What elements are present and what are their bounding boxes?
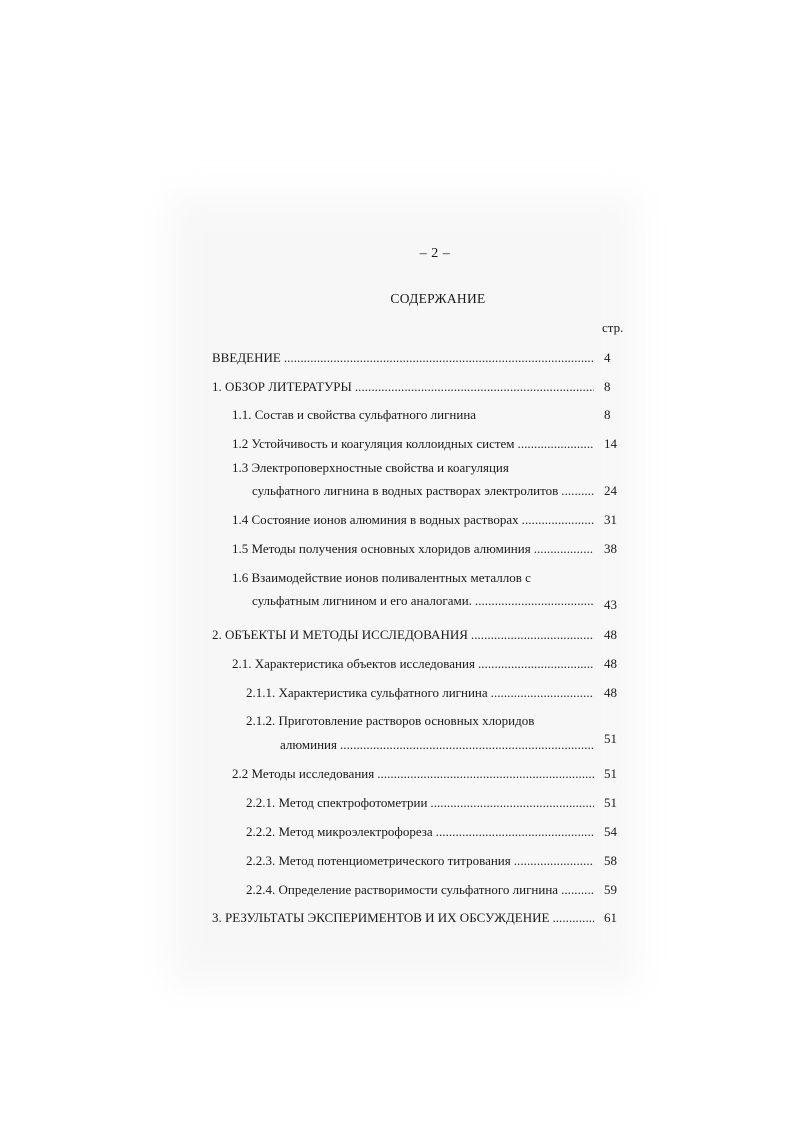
toc-page-number: 14 bbox=[604, 436, 617, 451]
toc-entry-text: сульфатного лигнина в водных растворах электролитов bbox=[252, 483, 559, 498]
toc-page-number: 4 bbox=[604, 350, 611, 365]
toc-leader bbox=[561, 483, 594, 499]
toc-leader bbox=[430, 795, 594, 811]
toc-page-number: 8 bbox=[604, 379, 611, 394]
toc-leader bbox=[475, 593, 594, 609]
toc-entry-text: 1.2 Устойчивость и коагуляция коллоидных систем bbox=[232, 436, 515, 451]
toc-entry-text: ВВЕДЕНИЕ bbox=[212, 350, 281, 365]
toc-entry-text: 1.1. Состав и свойства сульфатного лигнина bbox=[232, 407, 477, 422]
toc-entry bbox=[212, 627, 594, 643]
toc-page-number: 8 bbox=[604, 407, 611, 422]
toc-entry bbox=[232, 766, 594, 782]
toc-entry bbox=[246, 882, 594, 898]
toc-entry-text: 2.2.1. Метод спектрофотометрии bbox=[246, 795, 428, 810]
toc-entry bbox=[232, 512, 594, 528]
toc-page-number: 58 bbox=[604, 853, 617, 868]
toc-entry-text: 1. ОБЗОР ЛИТЕРАТУРЫ bbox=[212, 379, 352, 394]
toc-leader bbox=[478, 656, 594, 672]
toc-entry-first-line: 1.6 Взаимодействие ионов поливалентных металлов с bbox=[232, 570, 531, 585]
toc-leader bbox=[518, 436, 594, 452]
toc-entry-text: 2.1. Характеристика объектов исследования bbox=[232, 656, 475, 671]
toc-entry bbox=[232, 407, 594, 423]
toc-leader bbox=[471, 627, 594, 643]
toc-leader bbox=[552, 910, 594, 926]
toc-page-number: 59 bbox=[604, 882, 617, 897]
toc-entry bbox=[246, 853, 594, 869]
toc-leader bbox=[377, 766, 594, 782]
page-number: – 2 – bbox=[419, 246, 451, 261]
page-column-label: стр. bbox=[602, 320, 624, 335]
toc-leader bbox=[340, 737, 594, 753]
toc-entry bbox=[212, 910, 594, 926]
toc-entry bbox=[252, 593, 594, 609]
toc-entry bbox=[232, 541, 594, 557]
toc-entry bbox=[246, 685, 594, 701]
toc-entry-text: 2. ОБЪЕКТЫ И МЕТОДЫ ИССЛЕДОВАНИЯ bbox=[212, 627, 468, 642]
toc-title: СОДЕРЖАНИЕ bbox=[390, 291, 486, 306]
toc-page-number: 38 bbox=[604, 541, 617, 556]
toc-entry bbox=[252, 483, 594, 499]
toc-entry-text: алюминия bbox=[280, 737, 337, 752]
toc-page-number: 48 bbox=[604, 627, 617, 642]
toc-entry-first-line: 1.3 Электроповерхностные свойства и коагуляция bbox=[232, 460, 509, 475]
toc-entry-text: сульфатным лигнином и его аналогами. bbox=[252, 593, 472, 608]
toc-entry bbox=[212, 350, 594, 366]
toc-leader bbox=[491, 685, 594, 701]
toc-entry-text: 2.2.3. Метод потенциометрического титрования bbox=[246, 853, 511, 868]
toc-entry bbox=[246, 824, 594, 840]
toc-leader bbox=[561, 882, 594, 898]
toc-page-number: 61 bbox=[604, 910, 617, 925]
toc-entry bbox=[232, 436, 594, 452]
toc-entry-text: 2.2.4. Определение растворимости сульфатного лигнина bbox=[246, 882, 559, 897]
toc-page-number: 43 bbox=[604, 597, 617, 612]
toc-page-number: 48 bbox=[604, 656, 617, 671]
toc-entry-text: 1.5 Методы получения основных хлоридов алюминия bbox=[232, 541, 531, 556]
toc-entry-text: 2.2 Методы исследования bbox=[232, 766, 375, 781]
toc-leader bbox=[534, 541, 594, 557]
toc-entry-text: 3. РЕЗУЛЬТАТЫ ЭКСПЕРИМЕНТОВ И ИХ ОБСУЖДЕНИЕ bbox=[212, 910, 550, 925]
toc-leader bbox=[284, 350, 594, 366]
toc-entry bbox=[232, 656, 594, 672]
toc-page-number: 48 bbox=[604, 685, 617, 700]
toc-page-number: 31 bbox=[604, 512, 617, 527]
toc-page-number: 54 bbox=[604, 824, 617, 839]
toc-page-number: 51 bbox=[604, 766, 617, 781]
toc-entry bbox=[246, 795, 594, 811]
toc-entry-text: 1.4 Состояние ионов алюминия в водных растворах bbox=[232, 512, 519, 527]
toc-leader bbox=[436, 824, 594, 840]
toc-entry-text: 2.2.2. Метод микроэлектрофореза bbox=[246, 824, 433, 839]
toc-leader bbox=[514, 853, 594, 869]
toc-leader bbox=[522, 512, 594, 528]
toc-entry bbox=[280, 737, 594, 753]
toc-entry bbox=[212, 379, 594, 395]
toc-page-number: 51 bbox=[604, 731, 617, 746]
toc-page-number: 51 bbox=[604, 795, 617, 810]
toc-page-number: 24 bbox=[604, 483, 617, 498]
toc-entry-first-line: 2.1.2. Приготовление растворов основных хлоридов bbox=[246, 713, 535, 728]
toc-leader bbox=[355, 379, 594, 395]
toc-entry-text: 2.1.1. Характеристика сульфатного лигнина bbox=[246, 685, 488, 700]
